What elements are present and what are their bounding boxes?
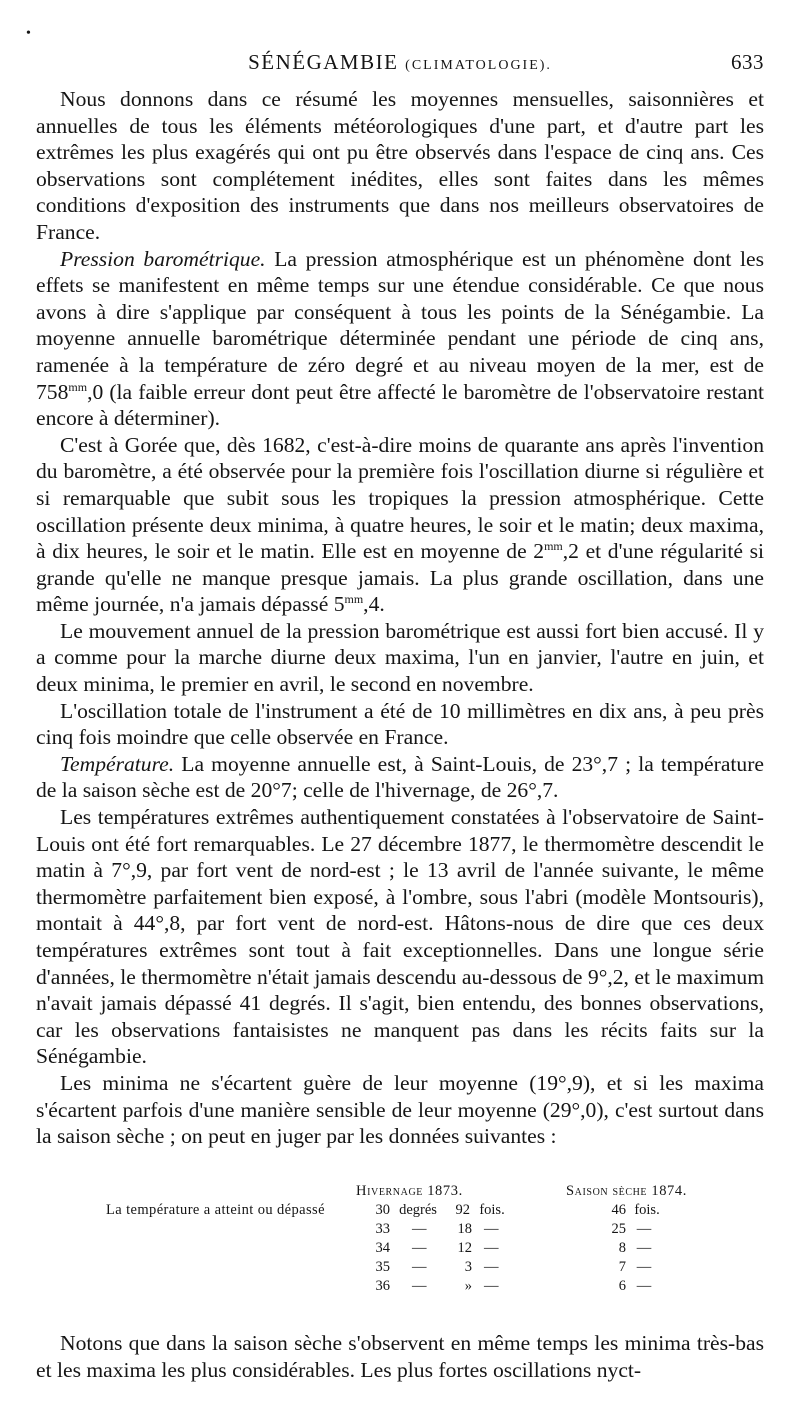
paragraph-extremes: Les températures extrêmes authentiquement constatées à l'observatoire de Saint-Louis ont été fort remarquables. Le 27 décembre 1877, le thermomètre descendit le matin à 7°,9, par fort vent de nord-est ; le 13 avril de l'année suivante, le même thermomètre parfaitement bien exposé, à l'ombre, sous l'abri (modèle Montsouris), montait à 44°,8, par fort vent de nord-est. Hâtons-nous de dire que ces deux températures extrêmes sont tout à fait exceptionnelles. Dans une longue série d'années, le thermomètre n'était jamais descendu au-dessous de 9°,2, et le maximum n'avait jamais dépassé 41 degrés. Il s'agit, bien entendu, des bonnes observations, car les observations fantaisistes ne manquent pas dans les récits faits sur la Sénégambie. [36,805,764,1069]
table-cell-unit: — [636,1278,652,1294]
table-cell-unit: — [636,1221,652,1237]
table-cell-saison-seche: 46 [611,1202,626,1218]
paragraph-goree [36,432,764,618]
table-cell-unit: — [412,1259,427,1275]
table-cell-saison-seche: 6 [618,1278,626,1294]
table-row [0,1278,800,1294]
table-row [0,1240,800,1256]
unit-superscript: mm [344,592,364,607]
table-cell-unit: — [484,1221,499,1237]
paragraph-mouvement-annuel: Le mouvement annuel de la pression barométrique est aussi fort bien accusé. Il y a comme pour la marche diurne deux maxima, l'un en janvier, l'autre en juin, et deux minima, le premier en avril, le second en novembre. [36,618,764,697]
table-row [0,1221,800,1237]
corner-mark: • [26,26,31,41]
table-cell-saison-seche: 8 [618,1240,626,1256]
table-cell-hivernage: 92 [455,1202,470,1218]
table-cell-unit: fois. [479,1202,505,1218]
table-cell-saison-seche: 25 [611,1221,626,1237]
table-cell-degrees: 36 [375,1278,390,1294]
table-cell-unit: — [412,1221,427,1237]
table-row-label: La température a atteint ou dépassé [106,1202,325,1218]
table-cell-unit: — [412,1278,427,1294]
section-heading-pression: Pression barométrique. [60,246,266,271]
running-title-subtitle: (CLIMATOLOGIE). [405,58,552,73]
text-run: La pression atmosphérique est un phénomène dont les effets se manifestent en même temps sur une étendue considérable. Ce que nous avons à dire s'applique par conséquent à tous les points de la Sénégambie. La moyenne annuelle barométrique déterminée pendant une période de cinq ans, ramenée à la température de zéro degré et au niveau moyen de la mer, est de 758 [36,246,764,404]
paragraph-minima-maxima: Les minima ne s'écartent guère de leur moyenne (19°,9), et si les maxima s'écartent parfois d'une manière sensible de leur moyenne (29°,0), c'est surtout dans la saison sèche ; on peut en juger par les données suivantes : [36,1070,764,1149]
table-cell-hivernage: » [464,1278,472,1294]
paragraph-intro: Nous donnons dans ce résumé les moyennes mensuelles, saisonnières et annuelles de tous les éléments météorologiques d'une part, et d'autre part les extrêmes les plus exagérés qui ont pu être observés dans l'espace de cinq ans. Ces observations sont complétement inédites, elles sont faites dans les mêmes conditions d'exposition des instruments que dans nos meilleurs observatoires de France. [36,87,764,244]
running-header [36,50,764,86]
table-cell-degrees: 30 [375,1202,390,1218]
text-run: ,0 (la faible erreur dont peut être affecté le baromètre de l'observatoire restant encore à déterminer). [36,379,764,431]
table-cell-unit: fois. [634,1202,660,1218]
table-cell-degrees: 35 [375,1259,390,1275]
table-header-saison-seche: Saison sèche 1874. [566,1183,687,1199]
table-cell-hivernage: 18 [457,1221,472,1237]
paragraph-pression [36,246,764,432]
table-cell-unit: — [484,1278,499,1294]
table-cell-unit: degrés [399,1202,437,1218]
text-run: ,2 et d'une régularité si grande qu'elle ne manque presque jamais. La plus grande oscillation, dans une même journée, n'a jamais dépassé 5 [36,539,764,617]
paragraph-oscillation-totale: L'oscillation totale de l'instrument a été de 10 millimètres en dix ans, à peu près cinq fois moindre que celle observée en France. [36,698,764,750]
table-cell-hivernage: 3 [464,1259,472,1275]
table-cell-unit: — [636,1259,652,1275]
table-cell-unit: — [412,1240,427,1256]
table-row [0,1202,800,1218]
running-title [36,50,764,75]
body-text-continued [36,1330,764,1383]
section-heading-temperature: Température. [60,751,175,776]
table-cell-degrees: 33 [375,1221,390,1237]
table-cell-saison-seche: 7 [618,1259,626,1275]
unit-superscript: mm [544,539,563,554]
body-text [36,86,764,1150]
page-number: 633 [731,50,764,74]
paragraph-notons: Notons que dans la saison sèche s'observent en même temps les minima très-bas et les maxima les plus considérables. Les plus fortes oscillations nyct- [36,1331,764,1382]
unit-superscript: mm [68,379,88,394]
table-cell-unit: — [484,1259,499,1275]
table-cell-hivernage: 12 [457,1240,472,1256]
table-header-hivernage: Hivernage 1873. [356,1183,463,1199]
running-title-main: SÉNÉGAMBIE [248,50,399,74]
text-run: C'est à Gorée que, dès 1682, c'est-à-dire moins de quarante ans après l'invention du baromètre, a été observée pour la première fois l'oscillation diurne si régulière et si remarquable que subit sous les tropiques la pression atmosphérique. Cette oscillation présente deux minima, à quatre heures, le soir et le matin; deux maxima, à dix heures, le soir et le matin. Elle est en moyenne de 2 [36,432,764,564]
table-cell-unit: — [484,1240,499,1256]
table-row [0,1259,800,1275]
table-cell-unit: — [636,1240,652,1256]
paragraph-temperature [36,751,764,804]
text-run: La moyenne annuelle est, à Saint-Louis, de 23°,7 ; la température de la saison sèche est de 20°7; celle de l'hivernage, de 26°,7. [36,751,764,803]
text-run: ,4. [363,592,385,617]
table-cell-degrees: 34 [375,1240,390,1256]
